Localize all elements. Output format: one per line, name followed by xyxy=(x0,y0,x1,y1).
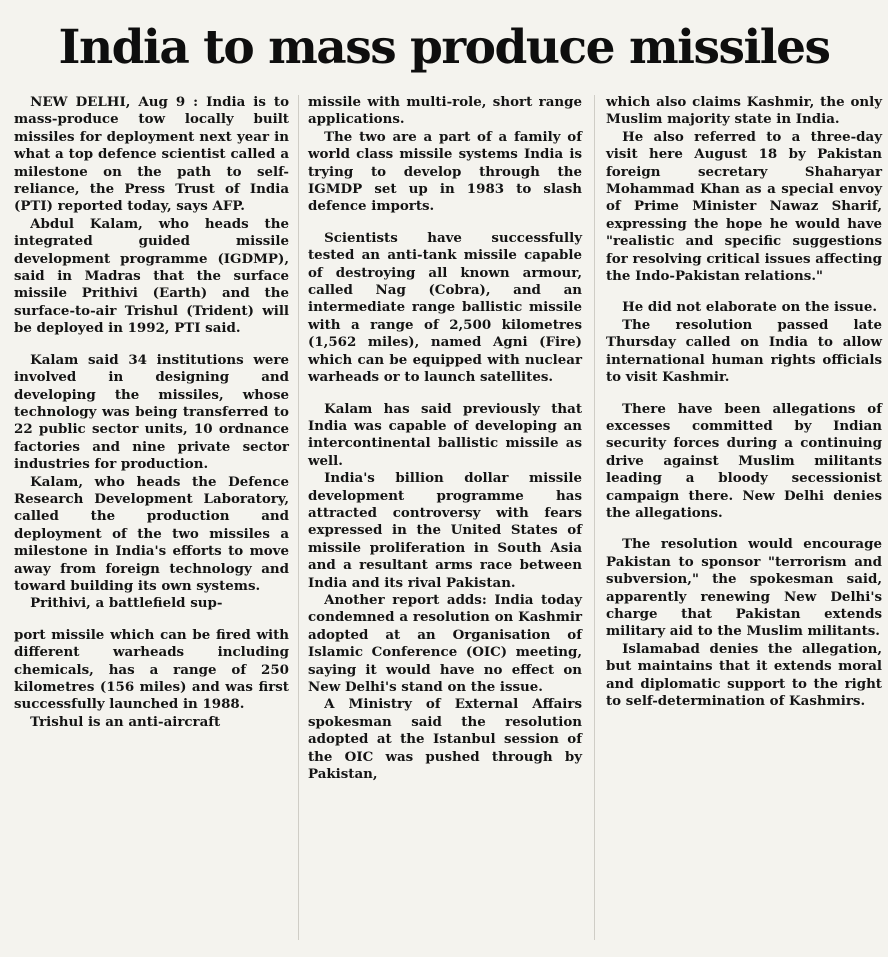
paragraph: There have been allegations of excesses committed by Indian security forces during a continuing drive against Muslim militants leading a bloody secessionist campaign there. New Delhi denies the allegations. xyxy=(606,400,882,521)
paragraph: Scientists have successfully tested an anti-tank missile capable of destroying all known armour, called Nag (Cobra), and an intermediate range ballistic missile with a range of 2,500 kilometres (1,562 miles), named Agni (Fire) which can be equipped with nuclear warheads or to launch satellites. xyxy=(308,229,582,386)
paragraph: India's billion dollar missile development programme has attracted controversy with fears expressed in the United States of missile proliferation in South Asia and a resultant arms race between India and its rival Pakistan. xyxy=(308,470,582,591)
column-divider xyxy=(594,95,595,940)
paragraph: which also claims Kashmir, the only Muslim majority state in India. xyxy=(606,94,882,128)
paragraph: Kalam said 34 institutions were involved in designing and developing the missiles, whose technology was being transferred to 22 public sector units, 10 ordnance factories and nine private sector industries for production. xyxy=(14,351,289,473)
paragraph: Abdul Kalam, who heads the integrated guided missile development programme (IGDMP), said in Madras that the surface missile Prithivi (Earth) and the surface-to-air Trishul (Trident) will be deployed in 1992, PTI said. xyxy=(14,215,289,337)
paragraph: He also referred to a three-day visit here August 18 by Pakistan foreign secretary Shaharyar Mohammad Khan as a special envoy of Prime Minister Nawaz Sharif, expressing the hope he would have "realistic and specific suggestions for resolving critical issues affecting the Indo-Pakistan relations." xyxy=(606,128,882,285)
paragraph: missile with multi-role, short range applications. xyxy=(308,94,582,128)
column-divider xyxy=(298,95,299,940)
paragraph: NEW DELHI, Aug 9 : India is to mass-produce tow locally built missiles for deployment next year in what a top defence scientist called a milestone on the path to self-reliance, the Press Trust of India (PTI) reported today, says AFP. xyxy=(14,94,289,215)
headline: India to mass produce missiles xyxy=(58,20,830,75)
paragraph: Another report adds: India today condemned a resolution on Kashmir adopted at an Organisation of Islamic Conference (OIC) meeting, saying it would have no effect on New Delhi's stand on the issue. xyxy=(308,591,582,695)
article-column-2 xyxy=(308,94,582,783)
article-column-1 xyxy=(14,94,289,731)
paragraph: The resolution passed late Thursday called on India to allow international human rights officials to visit Kashmir. xyxy=(606,316,882,386)
paragraph: The resolution would encourage Pakistan to sponsor "terrorism and subversion," the spokesman said, apparently renewing New Delhi's charge that Pakistan extends military aid to the Muslim militants. xyxy=(606,536,882,640)
paragraph: Trishul is an anti-aircraft xyxy=(30,713,221,730)
article-column-3 xyxy=(606,94,882,710)
paragraph: He did not elaborate on the issue. xyxy=(622,299,878,316)
paragraph: Kalam has said previously that India was capable of developing an intercontinental ballistic missile as well. xyxy=(308,400,582,469)
paragraph: Prithivi, a battlefield sup- xyxy=(30,595,223,612)
paragraph: port missile which can be fired with different warheads including chemicals, has a range of 250 kilometres (156 miles) and was first successfully launched in 1988. xyxy=(14,626,289,713)
paragraph: Kalam, who heads the Defence Research Development Laboratory, called the production and deployment of the two missiles a milestone in India's efforts to move away from foreign technology and toward building its own systems. xyxy=(14,473,289,594)
paragraph: A Ministry of External Affairs spokesman said the resolution adopted at the Istanbul session of the OIC was pushed through by Pakistan, xyxy=(308,696,582,783)
paragraph: The two are a part of a family of world class missile systems India is trying to develop through the IGMDP set up in 1983 to slash defence imports. xyxy=(308,128,582,215)
paragraph: Islamabad denies the allegation, but maintains that it extends moral and diplomatic support to the right to self-determination of Kashmirs. xyxy=(606,640,882,709)
